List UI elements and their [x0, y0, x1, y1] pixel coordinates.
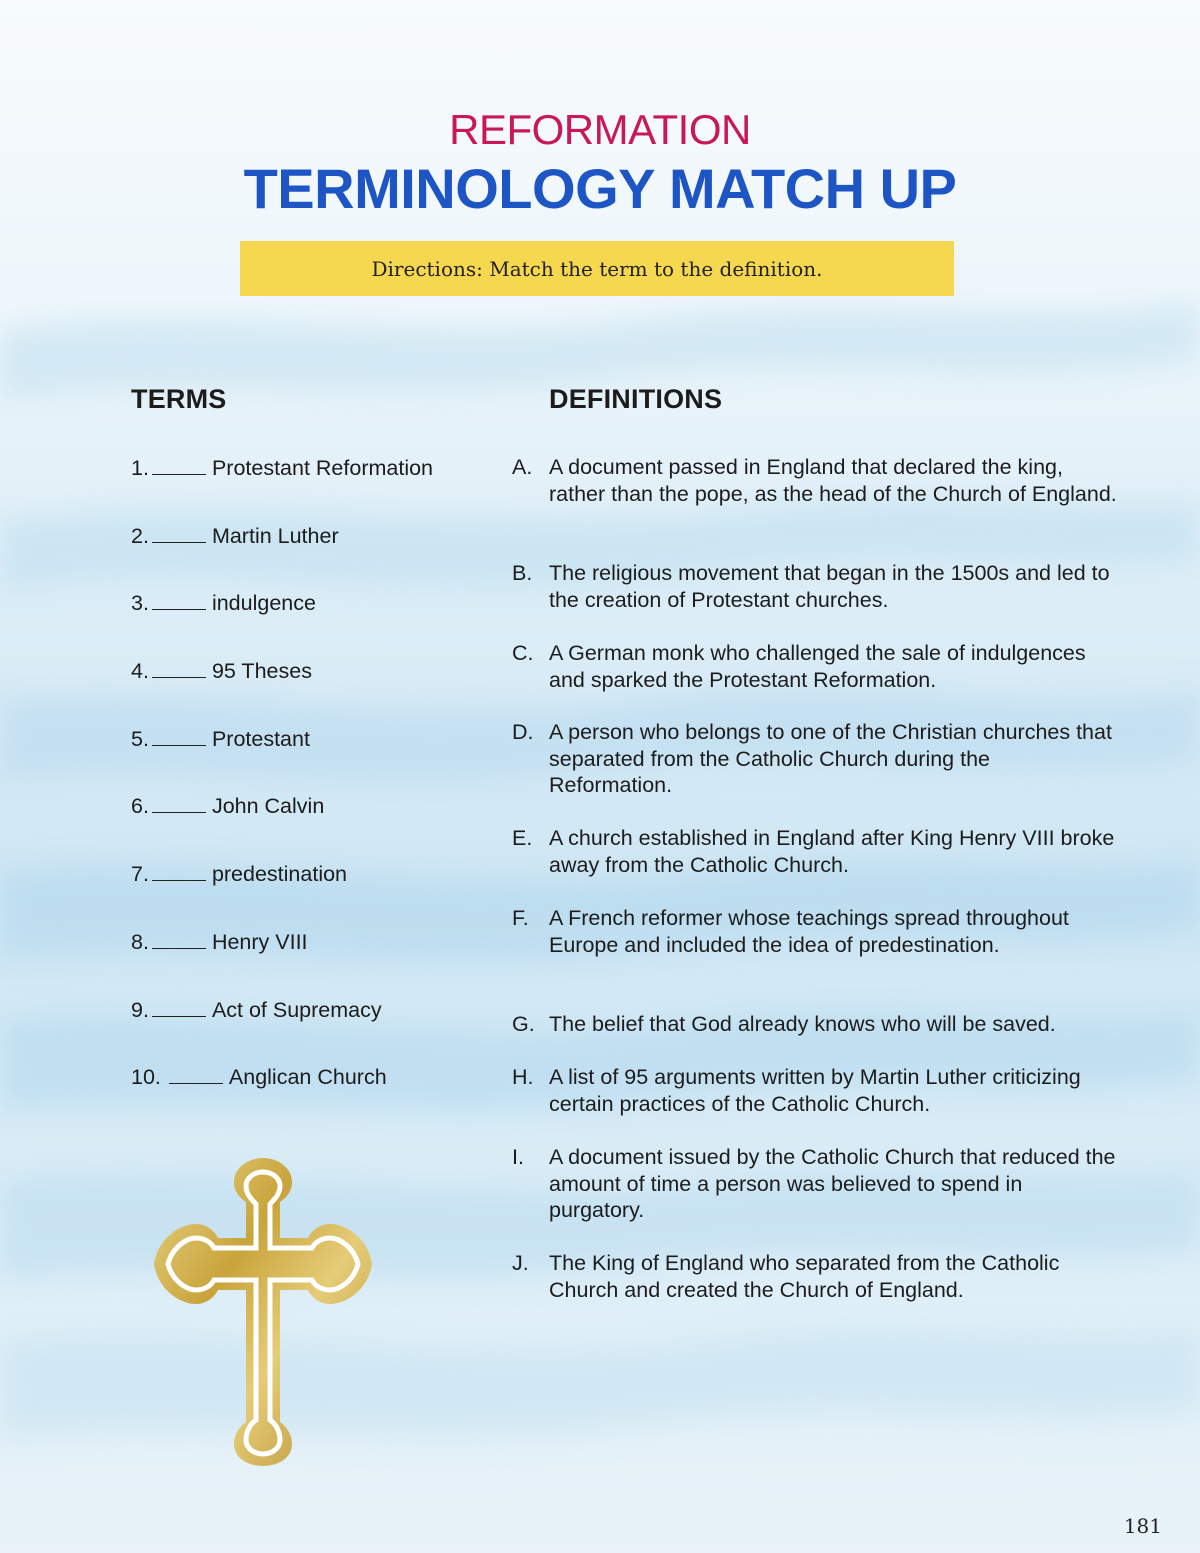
definition-letter: E.	[512, 826, 533, 850]
term-label: Anglican Church	[228, 1065, 387, 1090]
definition-text: A German monk who challenged the sale of indulgences and sparked the Protestant Reformation.	[549, 641, 1086, 692]
term-item	[131, 1063, 433, 1131]
definition-text: A list of 95 arguments written by Martin Luther criticizing certain practices of the Catholic Church.	[549, 1065, 1081, 1116]
term-item	[131, 657, 433, 725]
term-number: 4.	[131, 659, 149, 684]
term-item	[131, 589, 433, 657]
term-item	[131, 860, 433, 928]
answer-blank[interactable]	[152, 589, 206, 610]
term-label: indulgence	[211, 591, 316, 616]
term-label: Henry VIII	[211, 929, 308, 954]
term-label: Protestant	[211, 726, 310, 751]
term-label: Act of Supremacy	[211, 997, 382, 1022]
term-label: Protestant Reformation	[211, 456, 434, 480]
answer-blank[interactable]	[152, 996, 206, 1017]
gold-cross-icon	[148, 1152, 378, 1470]
term-label: predestination	[211, 862, 348, 887]
definition-letter: B.	[512, 561, 533, 585]
term-number: 8.	[131, 929, 149, 954]
definition-item	[512, 640, 1132, 719]
definition-text: The religious movement that began in the 1500s and led to the creation of Protestant churches.	[549, 561, 1110, 612]
answer-blank[interactable]	[152, 522, 206, 543]
definitions-list	[512, 454, 1132, 1310]
answer-blank[interactable]	[152, 792, 206, 813]
definition-text: A document issued by the Catholic Church that reduced the amount of time a person was believed to spend in purgatory.	[549, 1145, 1116, 1222]
definition-letter: I.	[512, 1145, 524, 1169]
definition-letter: J.	[512, 1251, 529, 1275]
definition-letter: H.	[512, 1065, 534, 1089]
definition-letter: F.	[512, 906, 529, 930]
term-label: Martin Luther	[211, 523, 339, 548]
term-item	[131, 792, 433, 860]
definition-item	[512, 1011, 1132, 1064]
term-number: 9.	[131, 997, 149, 1022]
term-item	[131, 928, 433, 996]
kicker-title: REFORMATION	[449, 106, 751, 153]
directions-banner: Directions: Match the term to the definition.	[240, 241, 954, 296]
definition-item	[512, 454, 1132, 560]
definition-item	[512, 560, 1132, 640]
definition-item	[512, 1250, 1132, 1310]
term-item	[131, 725, 433, 793]
definition-letter: A.	[512, 455, 533, 479]
term-item	[131, 522, 433, 590]
definition-text: The belief that God already knows who will be saved.	[549, 1012, 1056, 1036]
definitions-heading: DEFINITIONS	[549, 384, 723, 414]
page-title: TERMINOLOGY MATCH UP	[243, 157, 957, 220]
answer-blank[interactable]	[152, 454, 206, 475]
definition-letter: C.	[512, 641, 534, 665]
term-item	[131, 996, 433, 1064]
term-item	[131, 454, 433, 522]
answer-blank[interactable]	[152, 657, 206, 678]
term-label: John Calvin	[211, 794, 325, 819]
term-number: 1.	[131, 456, 149, 480]
term-number: 6.	[131, 794, 149, 819]
definition-text: A French reformer whose teachings spread throughout Europe and included the idea of predestination.	[549, 906, 1069, 957]
definition-letter: D.	[512, 720, 534, 744]
answer-blank[interactable]	[169, 1063, 223, 1084]
definition-letter: G.	[512, 1012, 535, 1036]
definition-item	[512, 905, 1132, 1011]
terms-list	[131, 454, 433, 1131]
definition-item	[512, 1064, 1132, 1144]
definition-item	[512, 1144, 1132, 1250]
term-number: 7.	[131, 862, 149, 887]
answer-blank[interactable]	[152, 860, 206, 881]
term-number: 3.	[131, 591, 149, 616]
answer-blank[interactable]	[152, 725, 206, 746]
page-number: 181	[1123, 1514, 1162, 1538]
definition-text: A document passed in England that declared the king, rather than the pope, as the head of the Church of England.	[549, 455, 1117, 506]
answer-blank[interactable]	[152, 928, 206, 949]
definition-text: A church established in England after King Henry VIII broke away from the Catholic Church.	[549, 826, 1115, 877]
term-number: 5.	[131, 726, 149, 751]
term-label: 95 Theses	[211, 659, 312, 684]
definition-item	[512, 825, 1132, 905]
definition-text: A person who belongs to one of the Christian churches that separated from the Catholic Church during the Reformation.	[549, 720, 1112, 797]
definition-item	[512, 719, 1132, 825]
terms-heading: TERMS	[131, 384, 227, 414]
term-number: 2.	[131, 523, 149, 548]
definition-text: The King of England who separated from the Catholic Church and created the Church of England.	[549, 1251, 1060, 1302]
term-number: 10.	[131, 1065, 161, 1090]
